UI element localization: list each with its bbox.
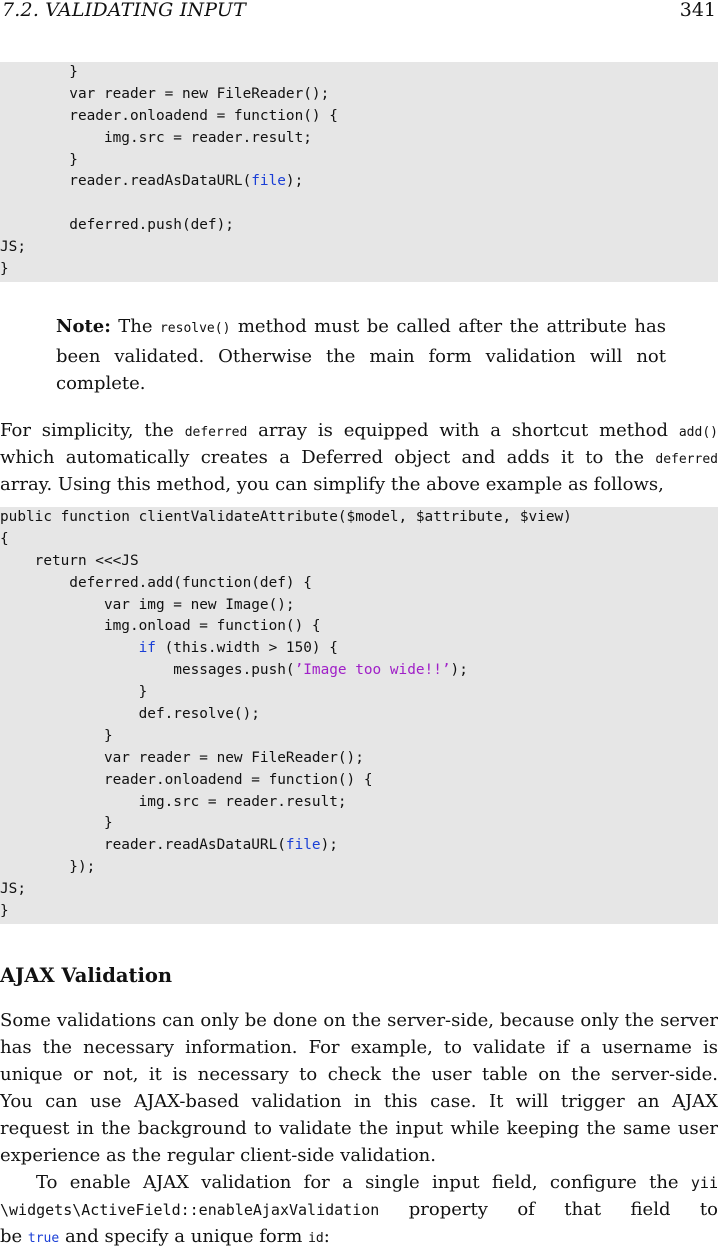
code-line	[0, 193, 718, 215]
code-line: });	[0, 859, 96, 876]
code-line: return <<<JS	[0, 552, 139, 569]
running-header	[0, 0, 718, 24]
inline-code: \widgets\ActiveField::enableAjaxValidation	[0, 1201, 380, 1219]
code-line: JS;	[0, 239, 26, 256]
code-line: messages.push(’Image too wide!!’);	[0, 662, 468, 679]
code-line: reader.onloadend = function() {	[0, 107, 338, 124]
inline-code: add()	[678, 425, 718, 440]
paragraph-line: experience as the regular client-side validation.	[0, 1145, 436, 1166]
code-line: var img = new Image();	[0, 596, 295, 613]
code-line: }	[0, 64, 78, 80]
note-label: Note:	[56, 316, 111, 337]
code-line: }	[0, 815, 113, 832]
code-line: reader.readAsDataURL(file);	[0, 837, 338, 854]
code-line: img.src = reader.result;	[0, 129, 312, 146]
code-line: {	[0, 530, 9, 547]
paragraph-line: You can use AJAX-based validation in this case. It will trigger an AJAX	[0, 1091, 718, 1112]
section-title: 7.2. VALIDATING INPUT	[2, 0, 246, 21]
page-number: 341	[679, 0, 716, 21]
inline-code: resolve()	[159, 321, 231, 336]
code-line: img.onload = function() {	[0, 618, 321, 635]
code-line: public function clientValidateAttribute($model, $attribute, $view)	[0, 509, 572, 525]
code-line: img.src = reader.result;	[0, 793, 347, 810]
paragraph-line: unique or not, it is necessary to check the user table on the server-side.	[0, 1064, 718, 1085]
code-line: }	[0, 727, 113, 744]
paragraph-line: Some validations can only be done on the server-side, because only the server	[0, 1010, 718, 1031]
code-block-2	[0, 507, 718, 924]
paragraph-enable-ajax: To enable AJAX validation for a single input field, configure the yii \widgets\ActiveField::enableAjaxValidation property of that field to be true and specify a unique form id:	[0, 1172, 718, 1247]
inline-code: yii	[690, 1174, 718, 1192]
code-line: def.resolve();	[0, 706, 260, 723]
code-line: if (this.width > 150) {	[138, 640, 338, 657]
code-line: var reader = new FileReader();	[0, 749, 364, 766]
code-line: }	[0, 684, 148, 701]
code-line: }	[0, 261, 9, 278]
code-line: deferred.push(def);	[0, 217, 234, 234]
code-line: reader.readAsDataURL(file);	[0, 173, 304, 190]
code-line: var reader = new FileReader();	[0, 85, 330, 102]
section-heading: AJAX Validation	[0, 964, 173, 987]
code-line: deferred.add(function(def) {	[0, 574, 312, 591]
note-box: Note: The resolve() method must be called after the attribute has been validated. Otherwise the main form validation will not complete.	[56, 316, 666, 394]
paragraph-line: has the necessary information. For example, to validate if a username is	[0, 1037, 718, 1058]
code-line: reader.onloadend = function() {	[0, 771, 373, 788]
inline-code: deferred	[184, 425, 248, 440]
code-line: }	[0, 151, 78, 168]
paragraph-ajax	[0, 1007, 718, 1169]
inline-code: id	[308, 1231, 324, 1246]
paragraph-deferred: For simplicity, the deferred array is equipped with a shortcut method add() which automatically creates a Deferred object and adds it to the deferred array. Using this method, you can simplify the above example as follows,	[0, 420, 718, 495]
paragraph-line: request in the background to validate the input while keeping the same user	[0, 1118, 718, 1139]
code-line: }	[0, 903, 9, 920]
inline-code: true	[27, 1231, 60, 1246]
inline-code: deferred	[655, 452, 718, 467]
code-block-1	[0, 62, 718, 282]
code-line: JS;	[0, 881, 26, 898]
